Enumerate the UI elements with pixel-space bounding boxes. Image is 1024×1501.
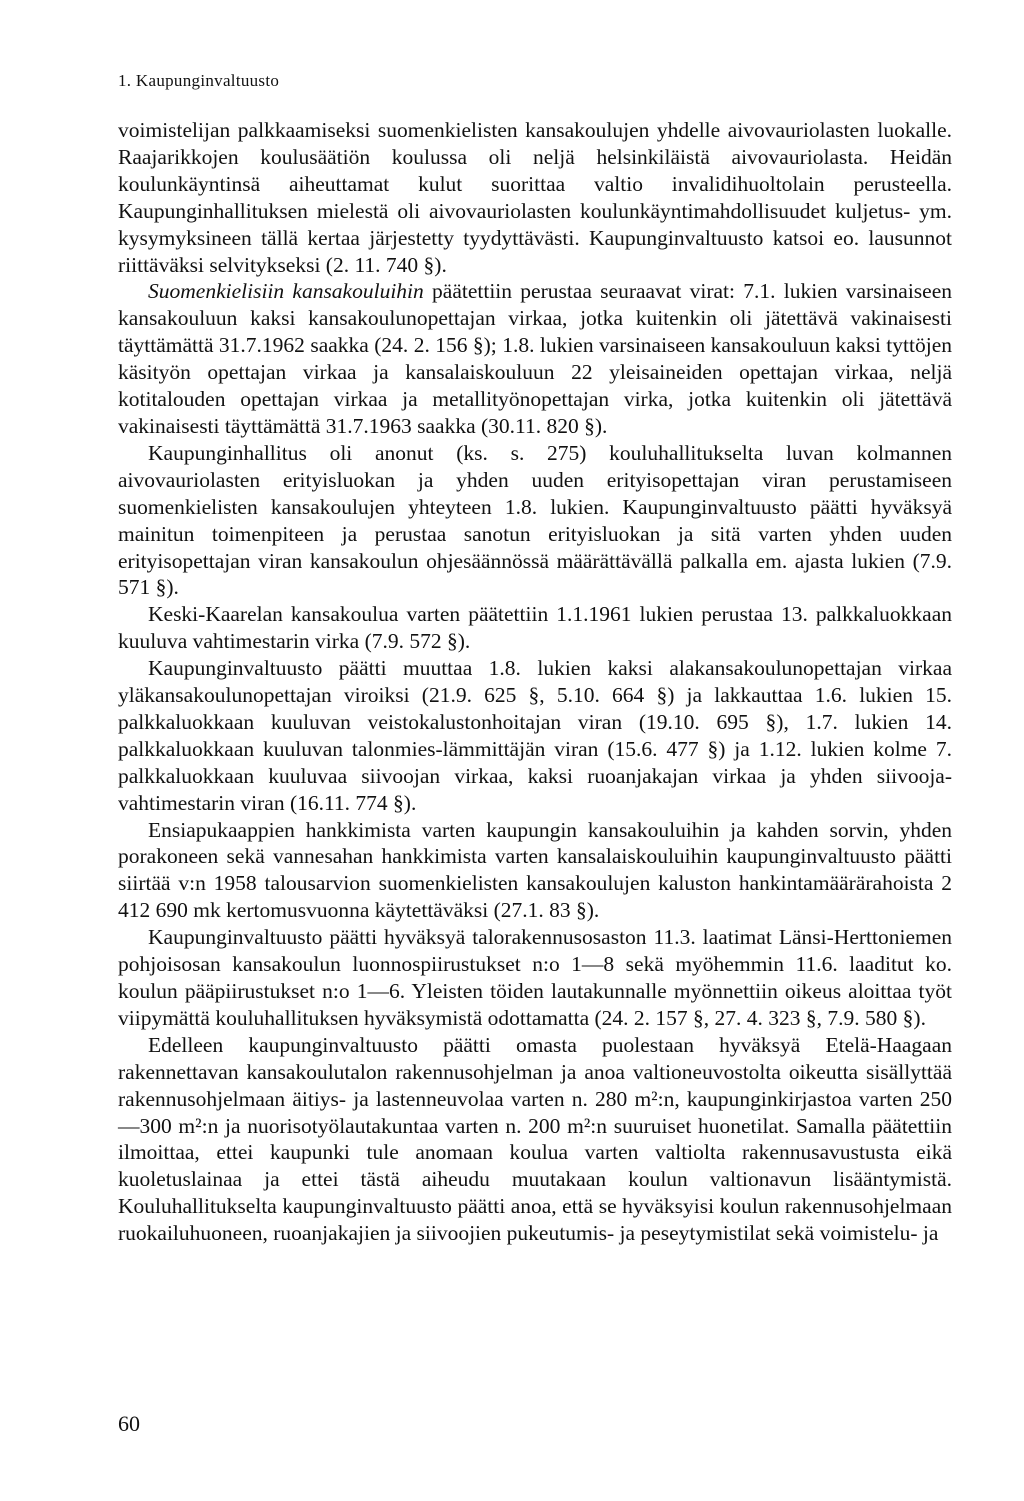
- paragraph: Edelleen kaupunginvaltuusto päätti omasta puolestaan hyväksyä Etelä-Haagaan rakennettavan kansakoulutalon rakennusohjelman ja anoa valtioneuvostolta oikeutta sisällyttää rakennusohjelmaan äitiys- ja lastenneuvolaa varten n. 280 m²:n, kaupunginkirjastoa varten 250—300 m²:n ja nuorisotyölautakuntaa varten n. 200 m²:n suuruiset huonetilat. Samalla päätettiin ilmoittaa, ettei kaupunki tule anomaan koulua varten valtiolta rakennusavustusta eikä kuoletuslainaa ja ettei tästä aiheudu muutakaan koulun valtionavun lisääntymistä. Kouluhallitukselta kaupunginvaltuusto päätti anoa, että se hyväksyisi koulun rakennusohjelmaan ruokailuhuoneen, ruoanjakajien ja siivoojien pukeutumis- ja peseytymistilat sekä voimistelu- ja: [118, 1032, 952, 1246]
- page-content: [118, 68, 952, 1247]
- paragraph-text: päätettiin perustaa seuraavat virat: 7.1. lukien varsinaiseen kansakouluun kaksi kansakoulunopettajan virkaa, jotka kuitenkin oli jätettävä vakinaisesti täyttämättä 31.7.1962 saakka (24. 2. 156 §); 1.8. lukien varsinaiseen kansakouluun kaksi tyttöjen käsityön opettajan virkaa ja kansalaiskouluun 22 yleisaineiden opettajan virkaa, neljä kotitalouden opettajan virkaa ja metallityönopettajan virka, jotka kuitenkin oli jätettävä vakinaisesti täyttämättä 31.7.1963 saakka (30.11. 820 §).: [118, 279, 953, 438]
- page-number: 60: [118, 1411, 140, 1436]
- paragraph: voimistelijan palkkaamiseksi suomenkielisten kansakoulujen yhdelle aivovauriolasten luokalle. Raajarikkojen koulusäätiön koulussa oli neljä helsinkiläistä aivovauriolasta. Heidän koulunkäyntinsä aiheuttamat kulut suorittaa valtio invalidihuoltolain perusteella. Kaupunginhallituksen mielestä oli aivovauriolasten koulunkäyntimahdollisuudet kuljetus- ym. kysymyksineen tällä kertaa järjestetty tyydyttävästi. Kaupunginvaltuusto katsoi eo. lausunnot riittäväksi selvitykseksi (2. 11. 740 §).: [118, 118, 952, 277]
- running-header: 1. Kaupunginvaltuusto: [118, 71, 280, 90]
- body-text: [118, 117, 952, 1247]
- paragraph: Kaupunginhallitus oli anonut (ks. s. 275) kouluhallitukselta luvan kolmannen aivovauriolasten erityisluokan ja yhden uuden erityisopettajan viran perustamiseen suomenkielisten kansakoulujen yhteyteen 1.8. lukien. Kaupunginvaltuusto päätti hyväksyä mainitun toimenpiteen ja perustaa sanotun erityisluokan ja sitä varten yhden uuden erityisopettajan viran kansakoulun ohjesäännössä määrättävällä palkalla em. ajasta lukien (7.9. 571 §).: [118, 440, 952, 600]
- italic-lead: Suomenkielisiin kansakouluihin: [148, 279, 424, 304]
- paragraph: Kaupunginvaltuusto päätti hyväksyä talorakennusosaston 11.3. laatimat Länsi-Herttoniemen pohjoisosan kansakoulun luonnospiirustukset n:o 1—8 sekä myöhemmin 11.6. laaditut ko. koulun pääpiirustukset n:o 1—6. Yleisten töiden lautakunnalle myönnettiin oikeus aloittaa työt viipymättä kouluhallituksen hyväksymistä odottamatta (24. 2. 157 §, 27. 4. 323 §, 7.9. 580 §).: [118, 925, 952, 1030]
- paragraph: Kaupunginvaltuusto päätti muuttaa 1.8. lukien kaksi alakansakoulunopettajan virkaa yläkansakoulunopettajan viroiksi (21.9. 625 §, 5.10. 664 §) ja lakkauttaa 1.6. lukien 15. palkkaluokkaan kuuluvan veistokalustonhoitajan viran (19.10. 695 §), 1.7. lukien 14. palkkaluokkaan kuuluvan talonmies-lämmittäjän viran (15.6. 477 §) ja 1.12. lukien kolme 7. palkkaluokkaan kuuluvaa siivoojan virkaa, kaksi ruoanjakajan virkaa ja yhden siivooja-vahtimestarin viran (16.11. 774 §).: [118, 656, 952, 815]
- paragraph: Keski-Kaarelan kansakoulua varten päätettiin 1.1.1961 lukien perustaa 13. palkkaluokkaan kuuluva vahtimestarin virka (7.9. 572 §).: [118, 602, 952, 654]
- paragraph: [118, 278, 952, 439]
- paragraph: Ensiapukaappien hankkimista varten kaupungin kansakouluihin ja kahden sorvin, yhden porakoneen sekä vannesahan hankkimista varten kansalaiskouluihin kaupunginvaltuusto päätti siirtää v:n 1958 talousarvion suomenkielisten kansakoulujen kaluston hankintamäärärahoista 2 412 690 mk kertomusvuonna käytettäväksi (27.1. 83 §).: [118, 817, 952, 923]
